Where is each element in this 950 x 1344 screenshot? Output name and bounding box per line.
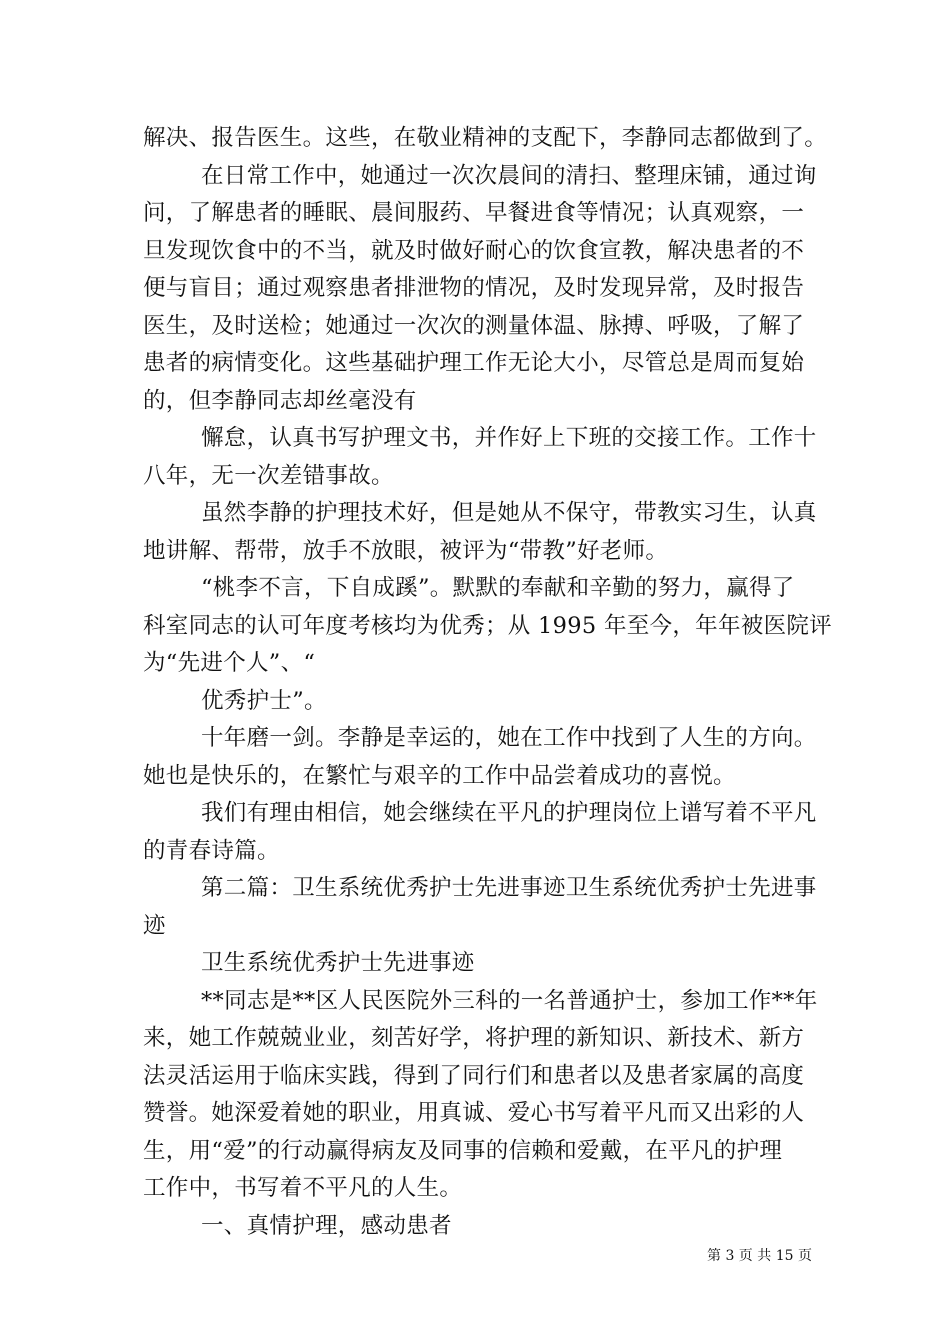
text-line: 科室同志的认可年度考核均为优秀；从 1995 年至今，年年被医院评 <box>143 612 832 639</box>
text-line: 赞誉。她深爱着她的职业，用真诚、爱心书写着平凡而又出彩的人 <box>143 1100 805 1126</box>
text-line: 她也是快乐的，在繁忙与艰辛的工作中品尝着成功的喜悦。 <box>143 762 736 789</box>
section-heading: 第二篇：卫生系统优秀护士先进事迹卫生系统优秀护士先进事 <box>201 875 817 901</box>
text-line: 八年，无一次差错事故。 <box>143 462 394 489</box>
text-line: 懈怠，认真书写护理文书，并作好上下班的交接工作。工作十 <box>201 425 817 451</box>
text-line: 法灵活运用于临床实践，得到了同行们和患者以及患者家属的高度 <box>143 1062 805 1089</box>
text-line: 的青春诗篇。 <box>143 837 280 864</box>
text-line: 工作中，书写着不平凡的人生。 <box>143 1175 463 1201</box>
text-line: 为“先进个人”、“ <box>143 650 316 676</box>
subsection-heading: 一、真情护理，感动患者 <box>201 1212 452 1239</box>
text-line: 旦发现饮食中的不当，就及时做好耐心的饮食宣教，解决患者的不 <box>143 237 805 264</box>
text-line: 十年磨一剑。李静是幸运的，她在工作中找到了人生的方向。 <box>201 725 817 751</box>
text-line: 医生，及时送检；她通过一次次的测量体温、脉搏、呼吸，了解了 <box>143 312 805 339</box>
text-line: 便与盲目；通过观察患者排泄物的情况，及时发现异常，及时报告 <box>143 275 805 301</box>
text-line: 虽然李静的护理技术好，但是她从不保守，带教实习生，认真 <box>201 500 817 526</box>
text-line: 在日常工作中，她通过一次次晨间的清扫、整理床铺，通过询 <box>201 162 817 189</box>
text-line: 的，但李静同志却丝毫没有 <box>143 387 417 414</box>
section-heading: 迹 <box>143 912 166 939</box>
text-line: 优秀护士”。 <box>201 687 327 714</box>
text-line: 来，她工作兢兢业业，刻苦好学，将护理的新知识、新技术、新方 <box>143 1025 805 1051</box>
text-line: 地讲解、帮带，放手不放眼，被评为“带教”好老师。 <box>143 537 669 564</box>
text-line: 患者的病情变化。这些基础护理工作无论大小，尽管总是周而复始 <box>143 350 805 376</box>
page-number: 第 3 页 共 15 页 <box>707 1248 812 1264</box>
text-line: 生，用“爱”的行动赢得病友及同事的信赖和爱戴，在平凡的护理 <box>143 1137 783 1164</box>
text-line: “桃李不言，下自成蹊”。默默的奉献和辛勤的努力，赢得了 <box>201 575 795 601</box>
text-line: 解决、报告医生。这些，在敬业精神的支配下，李静同志都做到了。 <box>143 125 828 151</box>
text-line: 问，了解患者的睡眠、晨间服药、早餐进食等情况；认真观察，一 <box>143 200 805 226</box>
article-title: 卫生系统优秀护士先进事迹 <box>201 950 475 976</box>
text-line: **同志是**区人民医院外三科的一名普通护士，参加工作**年 <box>201 987 818 1014</box>
text-line: 我们有理由相信，她会继续在平凡的护理岗位上谱写着不平凡 <box>201 800 817 826</box>
